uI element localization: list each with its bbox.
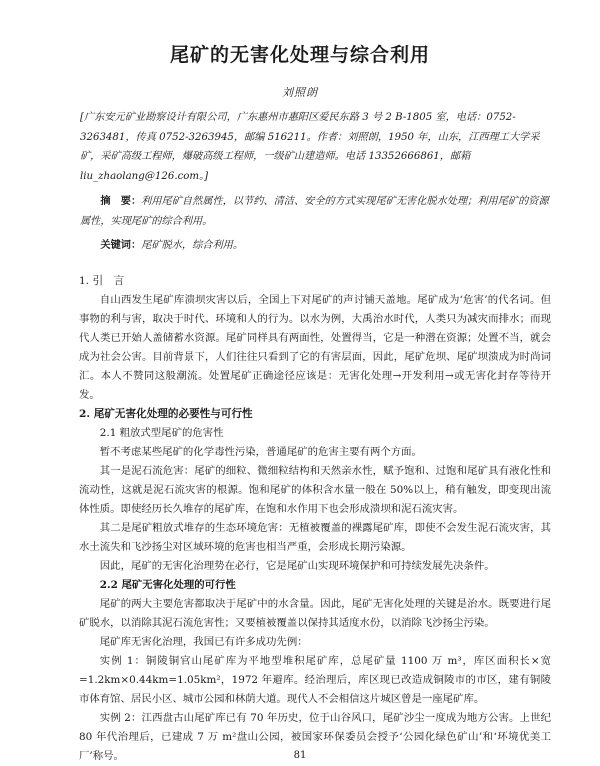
paragraph-precedents: 尾矿库无害化治理，我国已有许多成功先例： [99, 636, 308, 648]
keywords-label: 关键词： [100, 239, 142, 251]
author-affiliation: [广东安元矿业勘察设计有限公司，广东惠州市惠阳区爱民东路 3 号 2 B-1805 室，电话：0752-3263481，传真 0752-3263945，邮编 516211。作者：刘照朗，1950 年，山东，江西理工大学采矿，采矿高级工程师，爆破高级工程师，一级矿山建造师。电话 13352666861，邮箱 liu_zhaolang@126.com。] [80, 112, 540, 182]
abstract-text: 利用尾矿自然属性，以节约、清洁、安全的方式实现尾矿无害化脱水处理；利用尾矿的资源属性，实现尾矿的综合利用。 [80, 196, 549, 227]
subsection-heading-feasibility: 2.2 尾矿无害化处理的可行性 [99, 579, 236, 591]
paragraph-conclusion-hazards: 因此，尾矿的无害化治理势在必行，它是尾矿山实现环境保护和可持续发展先决条件。 [99, 560, 495, 572]
paragraph-water-key: 尾矿的两大主要危害都取决于尾矿中的水含量。因此，尾矿无害化处理的关键是治水。既要进行尾矿脱水，以消除其泥石流危害性；又要植被覆盖以保持其适度水份，以消除飞沙扬尘污染。 [79, 598, 551, 629]
abstract-label: 摘 要： [100, 195, 142, 207]
paragraph-example-1: 实例 1：铜陵铜官山尾矿库为平地型堆积尾矿库，总尾矿量 1100 万 m³，库区面积长×宽=1.2km×0.44km=1.05km²，1972 年避库。经治理后，库区现已改造成铜陵市的市区，建有铜陵市体育馆、居民小区、城市公园和林荫大道。现代人不会相信这片城区曾是一座尾矿库。 [79, 655, 551, 705]
keywords-text: 尾矿脱水，综合利用。 [141, 240, 244, 251]
paragraph-example-2: 实例 2：江西盘古山尾矿库已有 70 年历史，位于山谷风口，尾矿沙尘一度成为地方公害。上世纪 80 年代治理后，已建成 7 万 m²盘山公园，被国家环保委员会授予‘公园化绿色矿山’和‘环境优美工厂’称号。 [79, 712, 551, 762]
article-title: 尾矿的无害化处理与综合利用 [169, 44, 430, 66]
author-name: 刘照朗 [282, 86, 318, 99]
section-heading-introduction: 1. 引 言 [79, 275, 125, 287]
keywords [80, 236, 550, 256]
article-body [79, 272, 551, 766]
paragraph-introduction: 自山西发生尾矿库溃坝灾害以后，全国上下对尾矿的声讨铺天盖地。尾矿成为‘危害’的代名词。但事物的利与害，取决于时代、环境和人的行为。以水为例，大禹治水时代，人类只为减灾而排水；而现代人类已开始人盖储蓄水资源。尾矿同样具有两面性，处置得当，它是一种潜在资源；处置不当，就会成为社会公害。目前背景下，人们往往只看到了它的有害层面，因此，尾矿危坝、尾矿坝溃成为时尚词汇。本人不赞同这般潮流。处置尾矿正确途径应该是：无害化处理→开发利用→或无害化封存等待开发。 [79, 294, 551, 401]
subsection-heading-hazards: 2.1 粗放式型尾矿的危害性 [99, 427, 224, 439]
paragraph-debris-flow: 其一是泥石流危害：尾矿的细粒、微细粒结构和天然亲水性，赋予饱和、过饱和尾矿具有液化性和流动性，这就是泥石流灾害的根源。饱和尾矿的体积含水量一般在 50%以上，稍有触发，即变现出流体性质。即使经历长久堆存的尾矿库，在饱和水作用下也会形成溃坝和泥石流灾害。 [79, 465, 551, 515]
page-number: 81 [293, 750, 307, 761]
abstract [80, 192, 550, 231]
section-heading-necessity: 2. 尾矿无害化处理的必要性与可行性 [79, 408, 253, 420]
paragraph-eco-hazard: 其二是尾矿粗放式堆存的生态环境危害：无植被覆盖的裸露尾矿库，即使不会发生泥石流灾害，其水土流失和飞沙扬尘对区域环境的危害也相当严重，会形成长期污染源。 [79, 522, 551, 553]
paragraph-hazards-intro: 暂不考虑某些尾矿的化学毒性污染，普通尾矿的危害主要有两个方面。 [99, 446, 422, 458]
